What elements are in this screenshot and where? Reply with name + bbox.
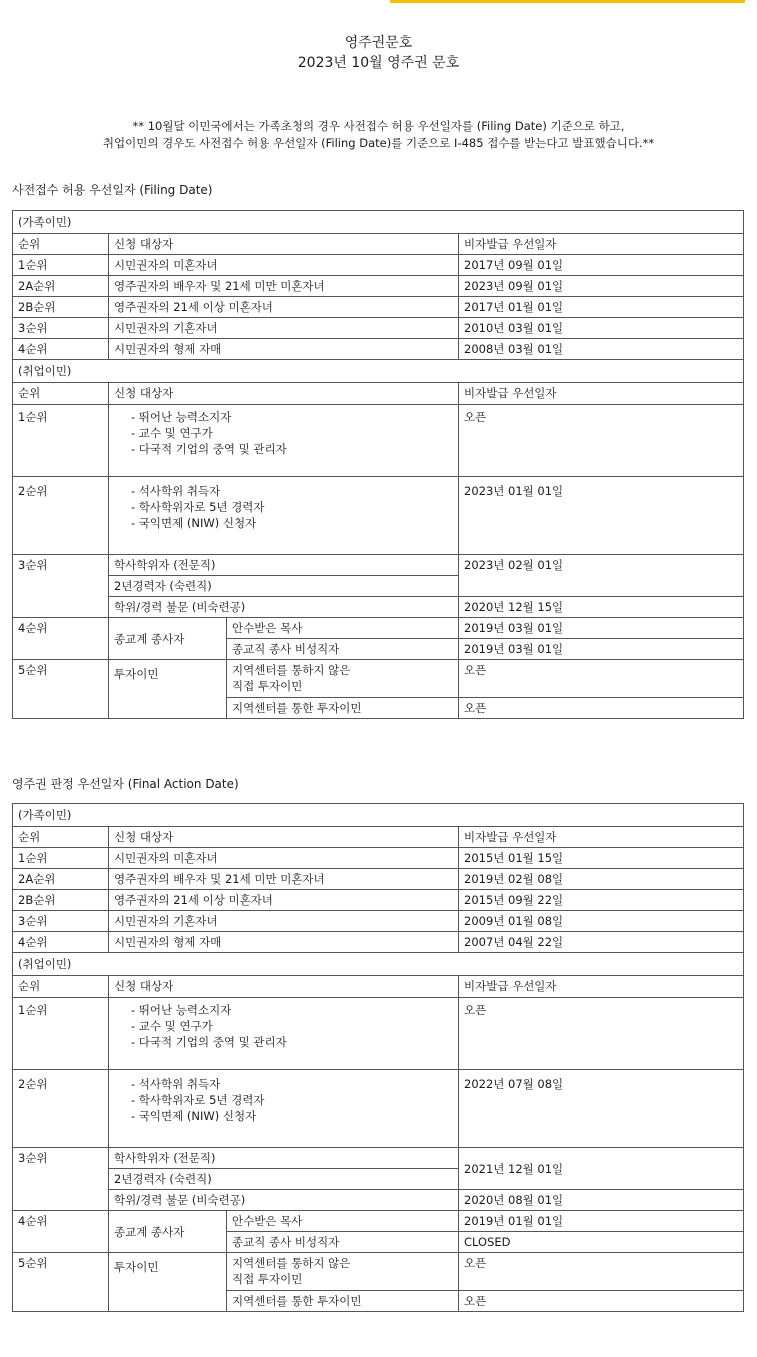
date-cell: 오픈 [459,1253,744,1291]
applicant-cell: 학위/경력 불문 (비숙련공) [109,1190,459,1211]
date-cell: 2019년 02월 08일 [459,869,744,890]
date-cell: 2019년 03월 01일 [459,639,744,660]
date-cell: 오픈 [459,998,744,1070]
applicant-cell: 영주권자의 배우자 및 21세 미만 미혼자녀 [109,276,459,297]
applicant-cell [109,477,459,555]
date-cell: 2020년 08월 01일 [459,1190,744,1211]
table-row [13,318,744,339]
applicant-cell: 종교직 종사 비성직자 [227,1232,459,1253]
applicant-line: - 뛰어난 능력소지자 [131,1003,232,1017]
table-row [13,1253,744,1291]
date-cell: 2023년 01월 01일 [459,477,744,555]
rank-cell: 4순위 [13,339,109,360]
filing-section-title: 사전접수 허용 우선일자 (Filing Date) [12,183,213,197]
table-row [13,276,744,297]
applicant-line: 지역센터를 통하지 않은 [232,1256,351,1270]
table-row [13,890,744,911]
header-row [13,383,744,405]
date-cell: 오픈 [459,1291,744,1312]
rank-cell: 5순위 [13,660,109,719]
table-row [13,869,744,890]
applicant-cell: 시민권자의 기혼자녀 [109,318,459,339]
applicant-cell: 지역센터를 통한 투자이민 [227,698,459,719]
header-row [13,234,744,255]
header-row [13,976,744,998]
rank-cell: 2A순위 [13,869,109,890]
rank-cell: 2B순위 [13,297,109,318]
applicant-cell [227,1253,459,1291]
date-cell: 2020년 12월 15일 [459,597,744,618]
table-row [13,339,744,360]
col-applicant: 신청 대상자 [109,383,459,405]
table-row [13,477,744,555]
date-cell: 2023년 02월 01일 [459,555,744,597]
applicant-cell: 2년경력자 (숙련직) [109,576,459,597]
date-cell: 2009년 01월 08일 [459,911,744,932]
applicant-cell: 시민권자의 형제 자매 [109,932,459,953]
applicant-line: - 다국적 기업의 중역 및 관리자 [131,1035,287,1049]
applicant-line: - 국익면제 (NIW) 신청자 [131,516,257,530]
rank-cell: 4순위 [13,932,109,953]
table-row [13,597,744,618]
applicant-line: - 석사학위 취득자 [131,1077,221,1091]
date-cell: 2017년 01월 01일 [459,297,744,318]
table-row [13,255,744,276]
family-label: (가족이민) [13,211,744,234]
date-cell: 오픈 [459,660,744,698]
date-cell: 2008년 03월 01일 [459,339,744,360]
rank-cell: 2B순위 [13,890,109,911]
table-row [13,297,744,318]
applicant-line: - 국익면제 (NIW) 신청자 [131,1109,257,1123]
filing-table [12,210,744,719]
table-row [13,911,744,932]
applicant-cell: 학사학위자 (전문직) [109,1148,459,1169]
col-date: 비자발급 우선일자 [459,827,744,848]
applicant-cell: 시민권자의 미혼자녀 [109,255,459,276]
date-cell: 2021년 12월 01일 [459,1148,744,1190]
table-row [13,555,744,576]
col-date: 비자발급 우선일자 [459,976,744,998]
applicant-line: - 뛰어난 능력소지자 [131,410,232,424]
group-cell: 투자이민 [109,1253,227,1312]
col-applicant: 신청 대상자 [109,234,459,255]
col-rank: 순위 [13,383,109,405]
applicant-line: - 교수 및 연구가 [131,1019,213,1033]
top-accent-line [390,0,745,3]
date-cell: 2017년 09월 01일 [459,255,744,276]
notice-line-1: ** 10월달 이민국에서는 가족초청의 경우 사전접수 허용 우선일자를 (Filing Date) 기준으로 하고, [132,119,625,133]
col-date: 비자발급 우선일자 [459,234,744,255]
applicant-line: - 석사학위 취득자 [131,484,221,498]
page-subtitle: 2023년 10월 영주권 문호 [297,55,460,71]
applicant-cell: 시민권자의 형제 자매 [109,339,459,360]
applicant-cell: 안수받은 목사 [227,618,459,639]
rank-cell: 1순위 [13,255,109,276]
notice-line-2: 취업이민의 경우도 사전접수 허용 우선일자 (Filing Date)를 기준으로 I-485 접수를 받는다고 발표했습니다.** [102,136,655,150]
date-cell: 2019년 03월 01일 [459,618,744,639]
final-table [12,803,744,1312]
rank-cell: 1순위 [13,998,109,1070]
applicant-line: 직접 투자이민 [232,679,303,693]
applicant-cell: 영주권자의 21세 이상 미혼자녀 [109,297,459,318]
date-cell: 2015년 09월 22일 [459,890,744,911]
applicant-cell: 학사학위자 (전문직) [109,555,459,576]
table-row [13,1070,744,1148]
date-cell: 오픈 [459,698,744,719]
family-label: (가족이민) [13,804,744,827]
rank-cell: 1순위 [13,405,109,477]
table-row [13,998,744,1070]
applicant-line: 지역센터를 통하지 않은 [232,663,351,677]
rank-cell: 2순위 [13,477,109,555]
rank-cell: 3순위 [13,1148,109,1211]
applicant-line: - 학사학위자로 5년 경력자 [131,1093,265,1107]
date-cell: 2010년 03월 01일 [459,318,744,339]
applicant-cell [227,660,459,698]
applicant-line: - 교수 및 연구가 [131,426,213,440]
employment-label: (취업이민) [13,953,744,976]
col-rank: 순위 [13,234,109,255]
table-row [13,1190,744,1211]
group-cell: 종교계 종사자 [109,1211,227,1253]
table-row [13,932,744,953]
final-section-title: 영주권 판정 우선일자 (Final Action Date) [12,777,239,791]
col-date: 비자발급 우선일자 [459,383,744,405]
applicant-line: 직접 투자이민 [232,1272,303,1286]
applicant-cell: 2년경력자 (숙련직) [109,1169,459,1190]
date-cell: 2015년 01월 15일 [459,848,744,869]
date-cell: 2019년 01월 01일 [459,1211,744,1232]
rank-cell: 2순위 [13,1070,109,1148]
applicant-cell [109,1070,459,1148]
col-applicant: 신청 대상자 [109,976,459,998]
rank-cell: 3순위 [13,318,109,339]
table-row [13,1148,744,1169]
applicant-cell [109,998,459,1070]
table-row [13,848,744,869]
date-cell: 2007년 04월 22일 [459,932,744,953]
applicant-cell: 영주권자의 배우자 및 21세 미만 미혼자녀 [109,869,459,890]
col-rank: 순위 [13,827,109,848]
date-cell: CLOSED [459,1232,744,1253]
applicant-line: - 학사학위자로 5년 경력자 [131,500,265,514]
rank-cell: 4순위 [13,1211,109,1253]
col-applicant: 신청 대상자 [109,827,459,848]
rank-cell: 3순위 [13,911,109,932]
applicant-cell: 학위/경력 불문 (비숙련공) [109,597,459,618]
applicant-cell: 시민권자의 기혼자녀 [109,911,459,932]
applicant-cell: 종교직 종사 비성직자 [227,639,459,660]
table-row [13,405,744,477]
applicant-line: - 다국적 기업의 중역 및 관리자 [131,442,287,456]
applicant-cell [109,405,459,477]
table-row [13,660,744,698]
table-row [13,618,744,639]
date-cell: 2023년 09월 01일 [459,276,744,297]
applicant-cell: 시민권자의 미혼자녀 [109,848,459,869]
group-cell: 투자이민 [109,660,227,719]
col-rank: 순위 [13,976,109,998]
rank-cell: 2A순위 [13,276,109,297]
applicant-cell: 영주권자의 21세 이상 미혼자녀 [109,890,459,911]
header-row [13,827,744,848]
rank-cell: 5순위 [13,1253,109,1312]
group-cell: 종교계 종사자 [109,618,227,660]
rank-cell: 1순위 [13,848,109,869]
employment-label: (취업이민) [13,360,744,383]
rank-cell: 4순위 [13,618,109,660]
rank-cell: 3순위 [13,555,109,618]
page-title: 영주권문호 [344,35,413,51]
applicant-cell: 안수받은 목사 [227,1211,459,1232]
date-cell: 오픈 [459,405,744,477]
date-cell: 2022년 07월 08일 [459,1070,744,1148]
applicant-cell: 지역센터를 통한 투자이민 [227,1291,459,1312]
table-row [13,1211,744,1232]
